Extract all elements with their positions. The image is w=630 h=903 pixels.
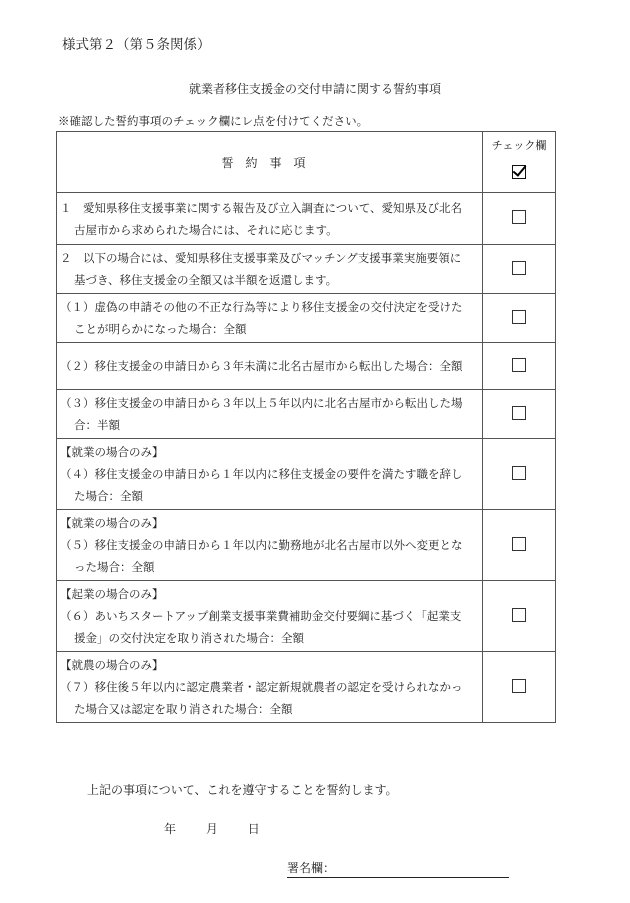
check-cell — [483, 390, 556, 439]
item-line: （１）虚偽の申請その他の不正な行為等により移住支援金の交付決定を受けた — [60, 300, 463, 314]
item-line: （６）あいちスタートアップ創業支援事業費補助金交付要綱に基づく「起業支 — [60, 609, 462, 623]
check-cell — [483, 294, 556, 343]
pledge-table — [56, 131, 556, 723]
check-cell — [483, 439, 556, 510]
table-row — [57, 510, 556, 581]
checkbox[interactable] — [512, 310, 526, 324]
check-cell — [483, 581, 556, 652]
item-line: 合：半額 — [74, 418, 120, 432]
check-cell — [483, 245, 556, 294]
form-number: 様式第２（第５条関係） — [62, 37, 211, 53]
checkbox[interactable] — [512, 261, 526, 275]
pledge-item-text — [57, 652, 483, 723]
date-field — [164, 820, 556, 837]
check-cell — [483, 510, 556, 581]
date-day: 日 — [247, 822, 260, 836]
pledge-item-text — [57, 439, 483, 510]
instruction-note: ※確認した誓約事項のチェック欄にレ点を付けてください。 — [58, 114, 369, 128]
item-line: 古屋市から求められた場合には、それに応じます。 — [74, 222, 338, 237]
table-row — [57, 390, 556, 439]
item-line: （５）移住支援金の申請日から１年以内に勤務地が北名古屋市以外へ変更とな — [60, 538, 463, 552]
item-line: った場合：全額 — [74, 560, 155, 574]
header-check-label: チェック欄 — [491, 139, 547, 152]
pledge-item-text — [57, 245, 483, 294]
date-year: 年 — [164, 822, 177, 836]
pledge-item-text — [57, 294, 483, 343]
checkbox[interactable] — [512, 210, 526, 224]
table-row — [57, 581, 556, 652]
item-line: （４）移住支援金の申請日から１年以内に移住支援金の要件を満たす職を辞し — [60, 467, 463, 481]
check-cell — [483, 652, 556, 723]
header-check-column — [483, 132, 556, 193]
item-line: た場合：全額 — [74, 489, 143, 503]
pledge-item-text — [57, 581, 483, 652]
table-row — [57, 343, 556, 390]
item-line: （２）移住支援金の申請日から３年未満に北名古屋市から転出した場合：全額 — [60, 359, 463, 373]
pledge-item-text — [57, 390, 483, 439]
item-line: （３）移住支援金の申請日から３年以上５年以内に北名古屋市から転出した場 — [60, 396, 463, 410]
signature-line[interactable] — [287, 859, 509, 878]
item-line: ことが明らかになった場合：全額 — [74, 322, 247, 336]
checkbox[interactable] — [512, 466, 526, 480]
category-tag: 【就農の場合のみ】 — [60, 658, 164, 672]
item-line: た場合又は認定を取り消された場合：全額 — [74, 702, 293, 716]
checkbox[interactable] — [512, 406, 526, 420]
signature-label: 署名欄： — [287, 861, 336, 875]
item-line: （７）移住後５年以内に認定農業者・認定新規就農者の認定を受けられなかっ — [60, 680, 463, 694]
checkbox[interactable] — [512, 679, 526, 693]
date-month: 月 — [205, 822, 218, 836]
category-tag: 【就業の場合のみ】 — [60, 445, 164, 459]
pledge-item-text — [57, 343, 483, 390]
pledge-item-text — [57, 510, 483, 581]
pledge-statement: 上記の事項について、これを遵守することを誓約します。 — [87, 783, 398, 797]
table-row — [57, 193, 556, 245]
category-tag: 【就業の場合のみ】 — [60, 516, 164, 530]
document-title: 就業者移住支援金の交付申請に関する誓約事項 — [188, 82, 441, 96]
pledge-item-text — [57, 193, 483, 245]
item-line: 基づき、移住支援金の全額又は半額を返還します。 — [74, 273, 338, 287]
category-tag: 【起業の場合のみ】 — [60, 587, 164, 601]
checked-checkbox-icon — [512, 165, 526, 179]
table-row — [57, 652, 556, 723]
item-line: ２ 以下の場合には、愛知県移住支援事業及びマッチング支援事業実施要領に — [60, 251, 462, 265]
document-body — [56, 131, 556, 878]
checkbox[interactable] — [512, 537, 526, 551]
table-row — [57, 439, 556, 510]
check-cell — [483, 193, 556, 245]
header-pledge-items: 誓約事項 — [57, 132, 483, 193]
table-row — [57, 245, 556, 294]
checkbox[interactable] — [512, 358, 526, 372]
item-line: １ 愛知県移住支援事業に関する報告及び立入調査について、愛知県及び北名 — [60, 200, 463, 215]
table-row — [57, 294, 556, 343]
checkbox[interactable] — [512, 608, 526, 622]
item-line: 援金」の交付決定を取り消された場合：全額 — [74, 631, 304, 645]
check-cell — [483, 343, 556, 390]
